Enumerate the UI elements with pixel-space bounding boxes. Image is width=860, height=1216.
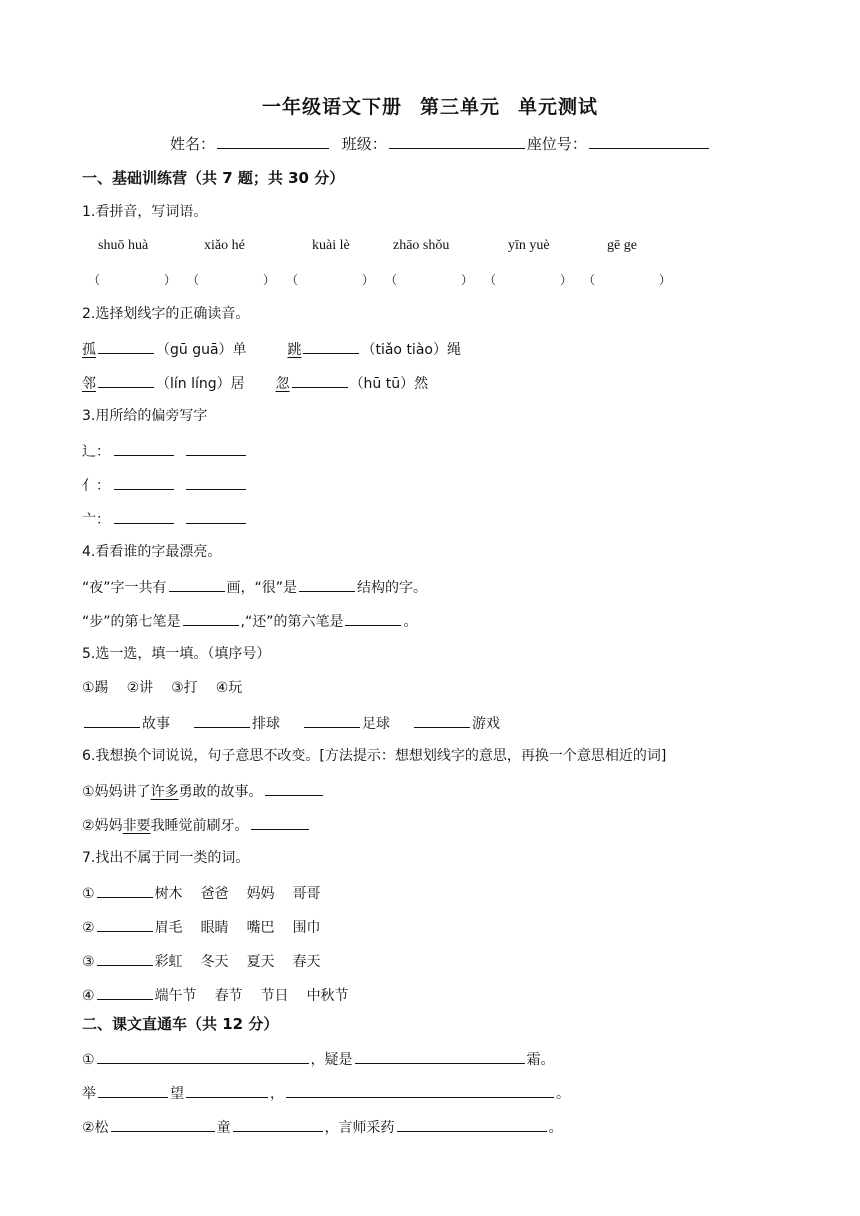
q7-word: 夏天 xyxy=(246,954,275,970)
radical-1-blank-a[interactable] xyxy=(114,440,174,456)
s2-blank-5[interactable] xyxy=(286,1082,554,1098)
q5-word-3: 足球 xyxy=(362,716,390,732)
s2-l1-c: 霜。 xyxy=(526,1052,555,1068)
q4-l1-b: 画，“很”是 xyxy=(226,580,298,596)
q7-blank-3[interactable] xyxy=(97,950,153,966)
section2-heading: 二、课文直通车（共 12 分） xyxy=(82,1015,279,1033)
s2-blank-7[interactable] xyxy=(233,1116,323,1132)
radical-2-blank-a[interactable] xyxy=(114,474,174,490)
q2-options-1: （gū guā） xyxy=(156,342,233,358)
q7-word: 妈妈 xyxy=(246,886,275,902)
q4-l1-c: 结构的字。 xyxy=(357,580,428,596)
q5-options xyxy=(82,678,242,698)
q5-word-1: 故事 xyxy=(142,716,170,732)
q7-num-4: ④ xyxy=(82,988,95,1004)
q4-prompt: 4.看看谁的字最漂亮。 xyxy=(82,544,222,560)
s2-blank-3[interactable] xyxy=(98,1082,168,1098)
name-label: 姓名： xyxy=(170,135,216,153)
q6-blank-1[interactable] xyxy=(265,780,323,796)
pinyin-2: xiǎo hé xyxy=(204,238,245,253)
q7-num-1: ① xyxy=(82,886,95,902)
q6-s1-underlined: 许多 xyxy=(150,784,179,800)
pinyin-3: kuài lè xyxy=(312,238,350,253)
q7-num-2: ② xyxy=(82,920,95,936)
q2-prompt: 2.选择划线字的正确读音。 xyxy=(82,306,250,322)
s2-l2-b: 望 xyxy=(170,1086,184,1102)
q5-option-4: ④玩 xyxy=(215,680,243,696)
q6-sentence-1 xyxy=(82,780,325,802)
q2-blank-3[interactable] xyxy=(98,372,154,388)
q6-s1-b: 勇敢的故事。 xyxy=(178,784,263,800)
paren-open-3: （ xyxy=(286,273,299,287)
q5-option-1: ①踢 xyxy=(82,680,109,696)
q5-word-2: 排球 xyxy=(252,716,280,732)
q2-char-4: 忽 xyxy=(275,376,290,392)
paren-close-3: ） xyxy=(362,273,375,287)
q2-options-2: （tiǎo tiào） xyxy=(361,342,447,358)
s2-l3-b: 童 xyxy=(216,1120,231,1136)
q7-word: 中秋节 xyxy=(306,988,349,1004)
pinyin-4: zhāo shǒu xyxy=(393,238,450,253)
q7-word: 围巾 xyxy=(292,920,321,936)
s2-blank-4[interactable] xyxy=(186,1082,268,1098)
q3-row-3 xyxy=(82,508,248,530)
q2-row-1 xyxy=(82,338,461,360)
title-grade: 一年级语文下册 xyxy=(261,96,402,118)
poem-line-1 xyxy=(82,1048,555,1070)
seat-label: 座位号： xyxy=(526,135,587,153)
q7-prompt: 7.找出不属于同一类的词。 xyxy=(82,850,250,866)
q2-row-2 xyxy=(82,372,428,394)
q4-line-2 xyxy=(82,610,417,632)
q6-s1-a: ①妈妈讲了 xyxy=(82,784,151,800)
q4-l1-a: “夜”字一共有 xyxy=(82,580,167,596)
q2-options-4: （hū tū） xyxy=(349,376,415,392)
q2-blank-2[interactable] xyxy=(303,338,359,354)
q7-word: 树木 xyxy=(154,886,183,902)
q4-l1-blank-2[interactable] xyxy=(299,576,355,592)
q2-blank-1[interactable] xyxy=(98,338,154,354)
q3-prompt: 3.用所给的偏旁写字 xyxy=(82,408,208,424)
q7-word: 冬天 xyxy=(200,954,229,970)
q3-row-2 xyxy=(82,474,248,496)
q7-word: 嘴巴 xyxy=(246,920,275,936)
q7-word: 春节 xyxy=(214,988,243,1004)
q7-word: 彩虹 xyxy=(154,954,183,970)
q2-options-3: （lín líng） xyxy=(156,376,231,392)
q6-s2-b: 我睡觉前刷牙。 xyxy=(150,818,249,834)
q7-row-3 xyxy=(82,950,321,972)
q2-suffix-4: 然 xyxy=(414,376,429,392)
class-label: 班级： xyxy=(341,135,387,153)
name-blank[interactable] xyxy=(217,133,329,149)
paren-close-1: ） xyxy=(164,273,177,287)
q7-blank-2[interactable] xyxy=(97,916,153,932)
pinyin-5: yīn yuè xyxy=(508,238,550,253)
q5-blank-1[interactable] xyxy=(84,712,140,728)
seat-blank[interactable] xyxy=(589,133,709,149)
q6-blank-2[interactable] xyxy=(251,814,309,830)
pinyin-1: shuō huà xyxy=(98,238,149,253)
q7-blank-1[interactable] xyxy=(97,882,153,898)
q7-row-1 xyxy=(82,882,321,904)
q5-blank-2[interactable] xyxy=(194,712,250,728)
s2-l3-a: ②松 xyxy=(82,1120,109,1136)
q5-blank-3[interactable] xyxy=(304,712,360,728)
q5-option-2: ②讲 xyxy=(126,680,154,696)
s2-blank-2[interactable] xyxy=(355,1048,525,1064)
q7-word: 眉毛 xyxy=(154,920,183,936)
q4-l1-blank-1[interactable] xyxy=(169,576,225,592)
q7-word: 节日 xyxy=(260,988,289,1004)
q4-l2-a: “步”的第七笔是 xyxy=(82,614,181,630)
paren-close-4: ） xyxy=(461,273,474,287)
title-unit: 第三单元 xyxy=(419,96,500,118)
paren-close-6: ） xyxy=(659,273,672,287)
q2-char-3: 邻 xyxy=(82,376,96,392)
radical-2-blank-b[interactable] xyxy=(186,474,246,490)
radical-1-blank-b[interactable] xyxy=(186,440,246,456)
paren-open-4: （ xyxy=(385,273,398,287)
paren-close-5: ） xyxy=(560,273,573,287)
paren-open-2: （ xyxy=(187,273,200,287)
s2-blank-8[interactable] xyxy=(397,1116,547,1132)
pinyin-6: gē ge xyxy=(607,238,637,253)
q7-row-2 xyxy=(82,916,321,938)
paren-open-1: （ xyxy=(88,273,101,287)
s2-l2-d: 。 xyxy=(556,1086,570,1102)
q5-option-3: ③打 xyxy=(171,680,198,696)
title-test: 单元测试 xyxy=(518,96,599,118)
q2-suffix-3: 居 xyxy=(230,376,245,392)
q5-answers xyxy=(82,712,500,734)
q7-word: 哥哥 xyxy=(292,886,321,902)
q7-word: 眼睛 xyxy=(200,920,229,936)
q2-suffix-2: 绳 xyxy=(446,342,461,358)
q4-l2-blank-1[interactable] xyxy=(183,610,239,626)
section1-heading: 一、基础训练营（共 7 题；共 30 分） xyxy=(82,169,345,187)
paren-open-6: （ xyxy=(583,273,596,287)
radical-3-blank-b[interactable] xyxy=(186,508,246,524)
q2-suffix-1: 单 xyxy=(232,342,247,358)
s2-l2-a: 举 xyxy=(82,1086,96,1102)
radical-2: 亻： xyxy=(82,478,110,494)
s2-l1-a: ① xyxy=(82,1052,95,1068)
s2-l1-b: ，疑是 xyxy=(310,1052,353,1068)
q2-char-1: 孤 xyxy=(82,342,96,358)
poem-line-2 xyxy=(82,1082,570,1104)
q7-word: 端午节 xyxy=(154,988,197,1004)
q4-line-1 xyxy=(82,576,427,598)
poem-line-3 xyxy=(82,1116,563,1138)
q3-row-1 xyxy=(82,440,248,462)
paren-close-2: ） xyxy=(263,273,276,287)
class-blank[interactable] xyxy=(389,133,525,149)
q7-word: 爸爸 xyxy=(200,886,229,902)
s2-l3-d: 。 xyxy=(548,1120,563,1136)
q6-s2-a: ②妈妈 xyxy=(82,818,123,834)
radical-1: 辶： xyxy=(82,444,110,460)
student-info-line xyxy=(170,133,711,154)
q5-word-4: 游戏 xyxy=(472,716,500,732)
q6-s2-underlined: 非要 xyxy=(122,818,151,834)
q7-word: 春天 xyxy=(292,954,321,970)
q2-blank-4[interactable] xyxy=(292,372,348,388)
s2-l3-c: ，言师采药 xyxy=(324,1120,395,1136)
q7-blank-4[interactable] xyxy=(97,984,153,1000)
q7-row-4 xyxy=(82,984,349,1006)
page-title xyxy=(0,92,860,119)
q4-l2-c: 。 xyxy=(403,614,418,630)
radical-3: 亠： xyxy=(82,512,110,528)
s2-l2-c: ， xyxy=(270,1086,284,1102)
q1-prompt: 1.看拼音，写词语。 xyxy=(82,204,208,220)
s2-blank-1[interactable] xyxy=(97,1048,309,1064)
q4-l2-b: ,“还”的第六笔是 xyxy=(240,614,344,630)
q5-prompt: 5.选一选，填一填。（填序号） xyxy=(82,646,271,662)
q5-blank-4[interactable] xyxy=(414,712,470,728)
s2-blank-6[interactable] xyxy=(111,1116,215,1132)
q6-sentence-2 xyxy=(82,814,311,836)
q4-l2-blank-2[interactable] xyxy=(345,610,401,626)
radical-3-blank-a[interactable] xyxy=(114,508,174,524)
paren-open-5: （ xyxy=(484,273,497,287)
q6-prompt: 6.我想换个词说说，句子意思不改变。[方法提示：想想划线字的意思，再换一个意思相近的词] xyxy=(82,748,667,764)
q7-num-3: ③ xyxy=(82,954,95,970)
q2-char-2: 跳 xyxy=(287,342,302,358)
